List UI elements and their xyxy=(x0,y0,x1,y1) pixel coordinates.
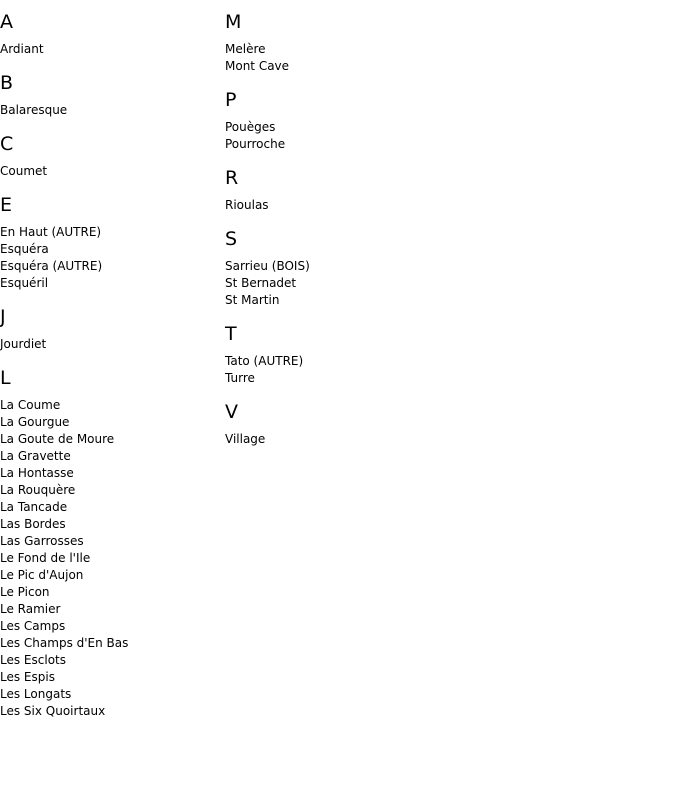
index-entry-link[interactable]: Esquéril xyxy=(0,276,49,290)
letter-group-l xyxy=(0,367,225,720)
entry-list xyxy=(0,41,225,58)
letter-heading-m: M xyxy=(225,11,242,33)
entry-list xyxy=(225,41,675,75)
index-entry-link[interactable]: La Gravette xyxy=(0,449,71,463)
letter-heading-s: S xyxy=(225,228,238,250)
index-entry-link[interactable]: Les Espis xyxy=(0,670,55,684)
index-entry-link[interactable]: La Coume xyxy=(0,398,61,412)
entry-list xyxy=(225,431,675,448)
entry-list xyxy=(225,353,675,387)
index-entry-link[interactable]: Le Fond de l'Ile xyxy=(0,551,91,565)
index-entry-link[interactable]: Les Camps xyxy=(0,619,66,633)
index-entry-link[interactable]: Mont Cave xyxy=(225,59,290,73)
entry-list xyxy=(0,397,225,720)
index-entry-link[interactable]: Le Ramier xyxy=(0,602,61,616)
index-entry-link[interactable]: Rioulas xyxy=(225,198,269,212)
letter-heading-j: J xyxy=(0,306,6,328)
letter-group-p xyxy=(225,89,675,153)
index-column-left xyxy=(0,0,225,734)
letter-heading-p: P xyxy=(225,89,237,111)
index-entry-link[interactable]: Jourdiet xyxy=(0,337,47,351)
entry-list xyxy=(225,258,675,309)
entry-list xyxy=(0,336,225,353)
entry-list xyxy=(0,224,225,292)
letter-heading-c: C xyxy=(0,133,14,155)
entry-list xyxy=(0,163,225,180)
index-entry-link[interactable]: Turre xyxy=(225,371,255,385)
index-entry-link[interactable]: Tato (AUTRE) xyxy=(225,354,304,368)
letter-heading-l: L xyxy=(0,367,11,389)
index-entry-link[interactable]: Melère xyxy=(225,42,266,56)
letter-group-r xyxy=(225,167,675,214)
index-entry-link[interactable]: Village xyxy=(225,432,266,446)
letter-group-b xyxy=(0,72,225,119)
index-entry-link[interactable]: Las Garrosses xyxy=(0,534,84,548)
index-entry-link[interactable]: Pourroche xyxy=(225,137,286,151)
index-entry-link[interactable]: Les Esclots xyxy=(0,653,66,667)
letter-group-m xyxy=(225,11,675,75)
letter-heading-t: T xyxy=(225,323,237,345)
index-entry-link[interactable]: La Goute de Moure xyxy=(0,432,115,446)
letter-group-e xyxy=(0,194,225,292)
index-entry-link[interactable]: Balaresque xyxy=(0,103,68,117)
letter-heading-r: R xyxy=(225,167,239,189)
letter-group-s xyxy=(225,228,675,309)
letter-group-a xyxy=(0,11,225,58)
letter-heading-a: A xyxy=(0,11,13,33)
letter-heading-e: E xyxy=(0,194,13,216)
index-entry-link[interactable]: Las Bordes xyxy=(0,517,66,531)
index-entry-link[interactable]: Ardiant xyxy=(0,42,44,56)
index-column-right xyxy=(225,0,675,462)
index-entry-link[interactable]: Pouèges xyxy=(225,120,276,134)
index-entry-link[interactable]: St Bernadet xyxy=(225,276,297,290)
index-entry-link[interactable]: Le Pic d'Aujon xyxy=(0,568,84,582)
index-entry-link[interactable]: Sarrieu (BOIS) xyxy=(225,259,310,273)
index-entry-link[interactable]: La Hontasse xyxy=(0,466,74,480)
index-entry-link[interactable]: St Martin xyxy=(225,293,280,307)
index-entry-link[interactable]: Les Champs d'En Bas xyxy=(0,636,129,650)
letter-group-v xyxy=(225,401,675,448)
index-entry-link[interactable]: Esquéra (AUTRE) xyxy=(0,259,103,273)
letter-heading-b: B xyxy=(0,72,14,94)
letter-group-t xyxy=(225,323,675,387)
entry-list xyxy=(0,102,225,119)
index-entry-link[interactable]: Les Longats xyxy=(0,687,72,701)
index-entry-link[interactable]: Esquéra xyxy=(0,242,49,256)
index-entry-link[interactable]: La Rouquère xyxy=(0,483,76,497)
letter-group-j xyxy=(0,306,225,353)
entry-list xyxy=(225,119,675,153)
letter-heading-v: V xyxy=(225,401,238,423)
index-entry-link[interactable]: Les Six Quoirtaux xyxy=(0,704,106,718)
index-entry-link[interactable]: Coumet xyxy=(0,164,48,178)
index-entry-link[interactable]: Le Picon xyxy=(0,585,50,599)
index-entry-link[interactable]: La Tancade xyxy=(0,500,68,514)
entry-list xyxy=(225,197,675,214)
letter-group-c xyxy=(0,133,225,180)
index-entry-link[interactable]: En Haut (AUTRE) xyxy=(0,225,102,239)
index-entry-link[interactable]: La Gourgue xyxy=(0,415,70,429)
